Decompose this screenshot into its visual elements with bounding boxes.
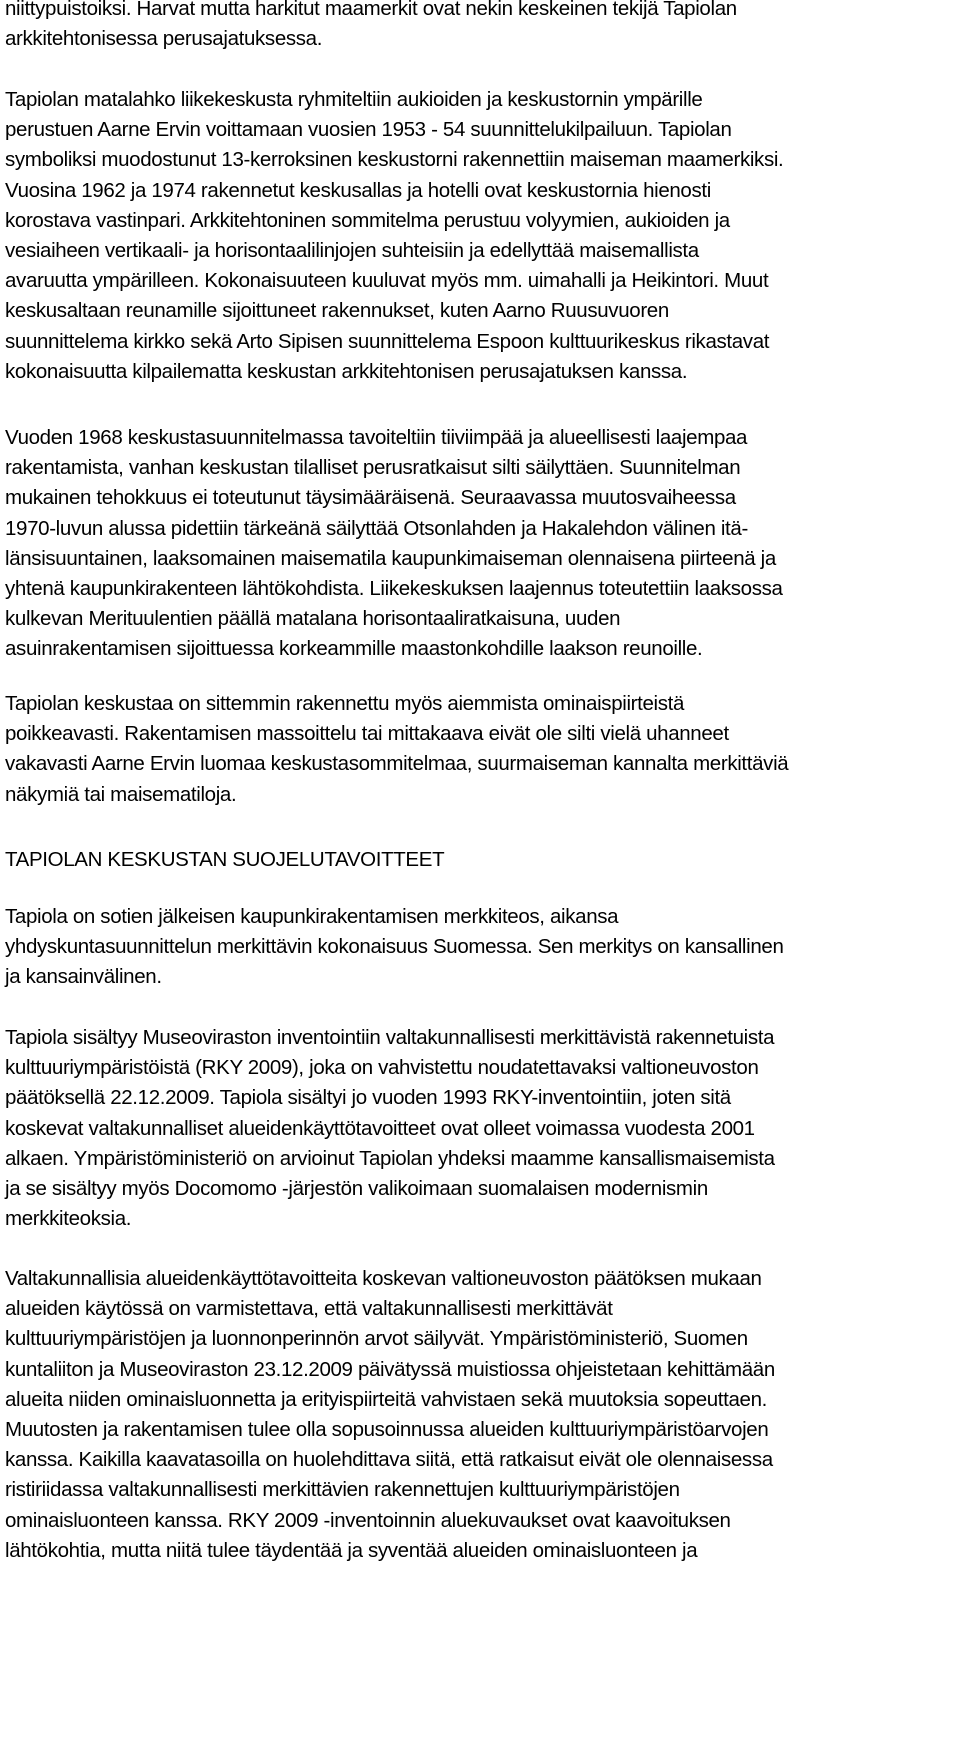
paragraph-rky-inventointi: Tapiola sisältyy Museoviraston inventointiin valtakunnallisesti merkittävistä rakennetuista kulttuuriympäristöistä (RKY 2009), joka on vahvistettu noudatettavaksi valtioneuvoston päätöksellä 22.12.2009. Tapiola sisältyi jo vuoden 1993 RKY-inventointiin, joten sitä koskevat valtakunnalliset alueidenkäyttötavoitteet ovat olleet voimassa vuodesta 2001 alkaen. Ympäristöministeriö on arvioinut Tapiolan yhdeksi maamme kansallismaisemista ja se sisältyy myös Docomomo -järjestön valikoimaan suomalaisen modernismin merkkiteoksia. (5, 1026, 775, 1231)
paragraph-liikekeskusta: Tapiolan matalahko liikekeskusta ryhmiteltiin aukioiden ja keskustornin ympärille perustuen Aarne Ervin voittamaan vuosien 1953 - 54 suunnittelukilpailuun. Tapiolan symboliksi muodostunut 13-kerroksinen keskustorni rakennettiin maiseman maamerkiksi. Vuosina 1962 ja 1974 rakennetut keskusallas ja hotelli ovat keskustornia hienosti korostava vastinpari. Arkkitehtoninen sommitelma perustuu volyymien, aukioiden ja vesiaiheen vertikaali- ja horisontaalilinjojen suhteisiin ja edellyttää maisemallista avaruutta ympärilleen. Kokonaisuuteen kuuluvat myös mm. uimahalli ja Heikintori. Muut keskusaltaan reunamille sijoittuneet rakennukset, kuten Aarno Ruusuvuoren suunnittelema kirkko sekä Arto Sipisen suunnittelema Espoon kulttuurikeskus rikastavat kokonaisuutta kilpailematta keskustan arkkitehtonisen perusajatuksen kanssa. (5, 88, 784, 383)
paragraph-merkkiteos: Tapiola on sotien jälkeisen kaupunkirakentamisen merkkiteos, aikansa yhdyskuntasuunnittelun merkittävin kokonaisuus Suomessa. Sen merkitys on kansallinen ja kansainvälinen. (5, 905, 784, 989)
paragraph-alueidenkayttotavoitteet: Valtakunnallisia alueidenkäyttötavoitteita koskevan valtioneuvoston päätöksen mukaan alueiden käytössä on varmistettava, että valtakunnallisesti merkittävät kulttuuriympäristöjen ja luonnonperinnön arvot säilyvät. Ympäristöministeriö, Suomen kuntaliiton ja Museoviraston 23.12.2009 päivätyssä muistiossa ohjeistetaan kehittämään alueita niiden ominaisluonnetta ja erityispiirteitä vahvistaen sekä muutoksia sopeuttaen. Muutosten ja rakentamisen tulee olla sopusoinnussa alueiden kulttuuriympäristöarvojen kanssa. Kaikilla kaavatasoilla on huolehdittava siitä, että ratkaisut eivät ole olennaisessa ristiriidassa valtakunnallisesti merkittävien rakennettujen kulttuuriympäristöjen ominaisluonteen kanssa. RKY 2009 -inventoinnin aluekuvaukset ovat kaavoituksen lähtökohtia, mutta niitä tulee täydentää ja syventää alueiden ominaisluonteen ja (5, 1267, 775, 1562)
paragraph-intro-continuation: niittypuistoiksi. Harvat mutta harkitut maamerkit ovat nekin keskeinen tekijä Tapiolan arkkitehtonisessa perusajatuksessa. (5, 0, 737, 51)
section-heading: TAPIOLAN KESKUSTAN SUOJELUTAVOITTEET (5, 848, 445, 871)
paragraph-keskustasuunnitelma: Vuoden 1968 keskustasuunnitelmassa tavoiteltiin tiiviimpää ja alueellisesti laajempaa rakentamista, vanhan keskustan tilalliset perusratkaisut silti säilyttäen. Suunnitelman mukainen tehokkuus ei toteutunut täysimääräisenä. Seuraavassa muutosvaiheessa 1970-luvun alussa pidettiin tärkeänä säilyttää Otsonlahden ja Hakalehdon välinen itä- länsisuuntainen, laaksomainen maisematila kaupunkimaiseman olennaisena piirteenä ja yhtenä kaupunkirakenteen lähtökohdista. Liikekeskuksen laajennus toteutettiin laaksossa kulkevan Merituulentien päällä matalana horisontaaliratkaisuna, uuden asuinrakentamisen sijoittuessa korkeammille maastonkohdille laakson reunoille. (5, 426, 783, 661)
paragraph-myohempi-rakentaminen: Tapiolan keskustaa on sittemmin rakennettu myös aiemmista ominaispiirteistä poikkeavasti. Rakentamisen massoittelu tai mittakaava eivät ole silti vielä uhanneet vakavasti Aarne Ervin luomaa keskustasommitelmaa, suurmaiseman kannalta merkittäviä näkymiä tai maisematiloja. (5, 692, 789, 806)
